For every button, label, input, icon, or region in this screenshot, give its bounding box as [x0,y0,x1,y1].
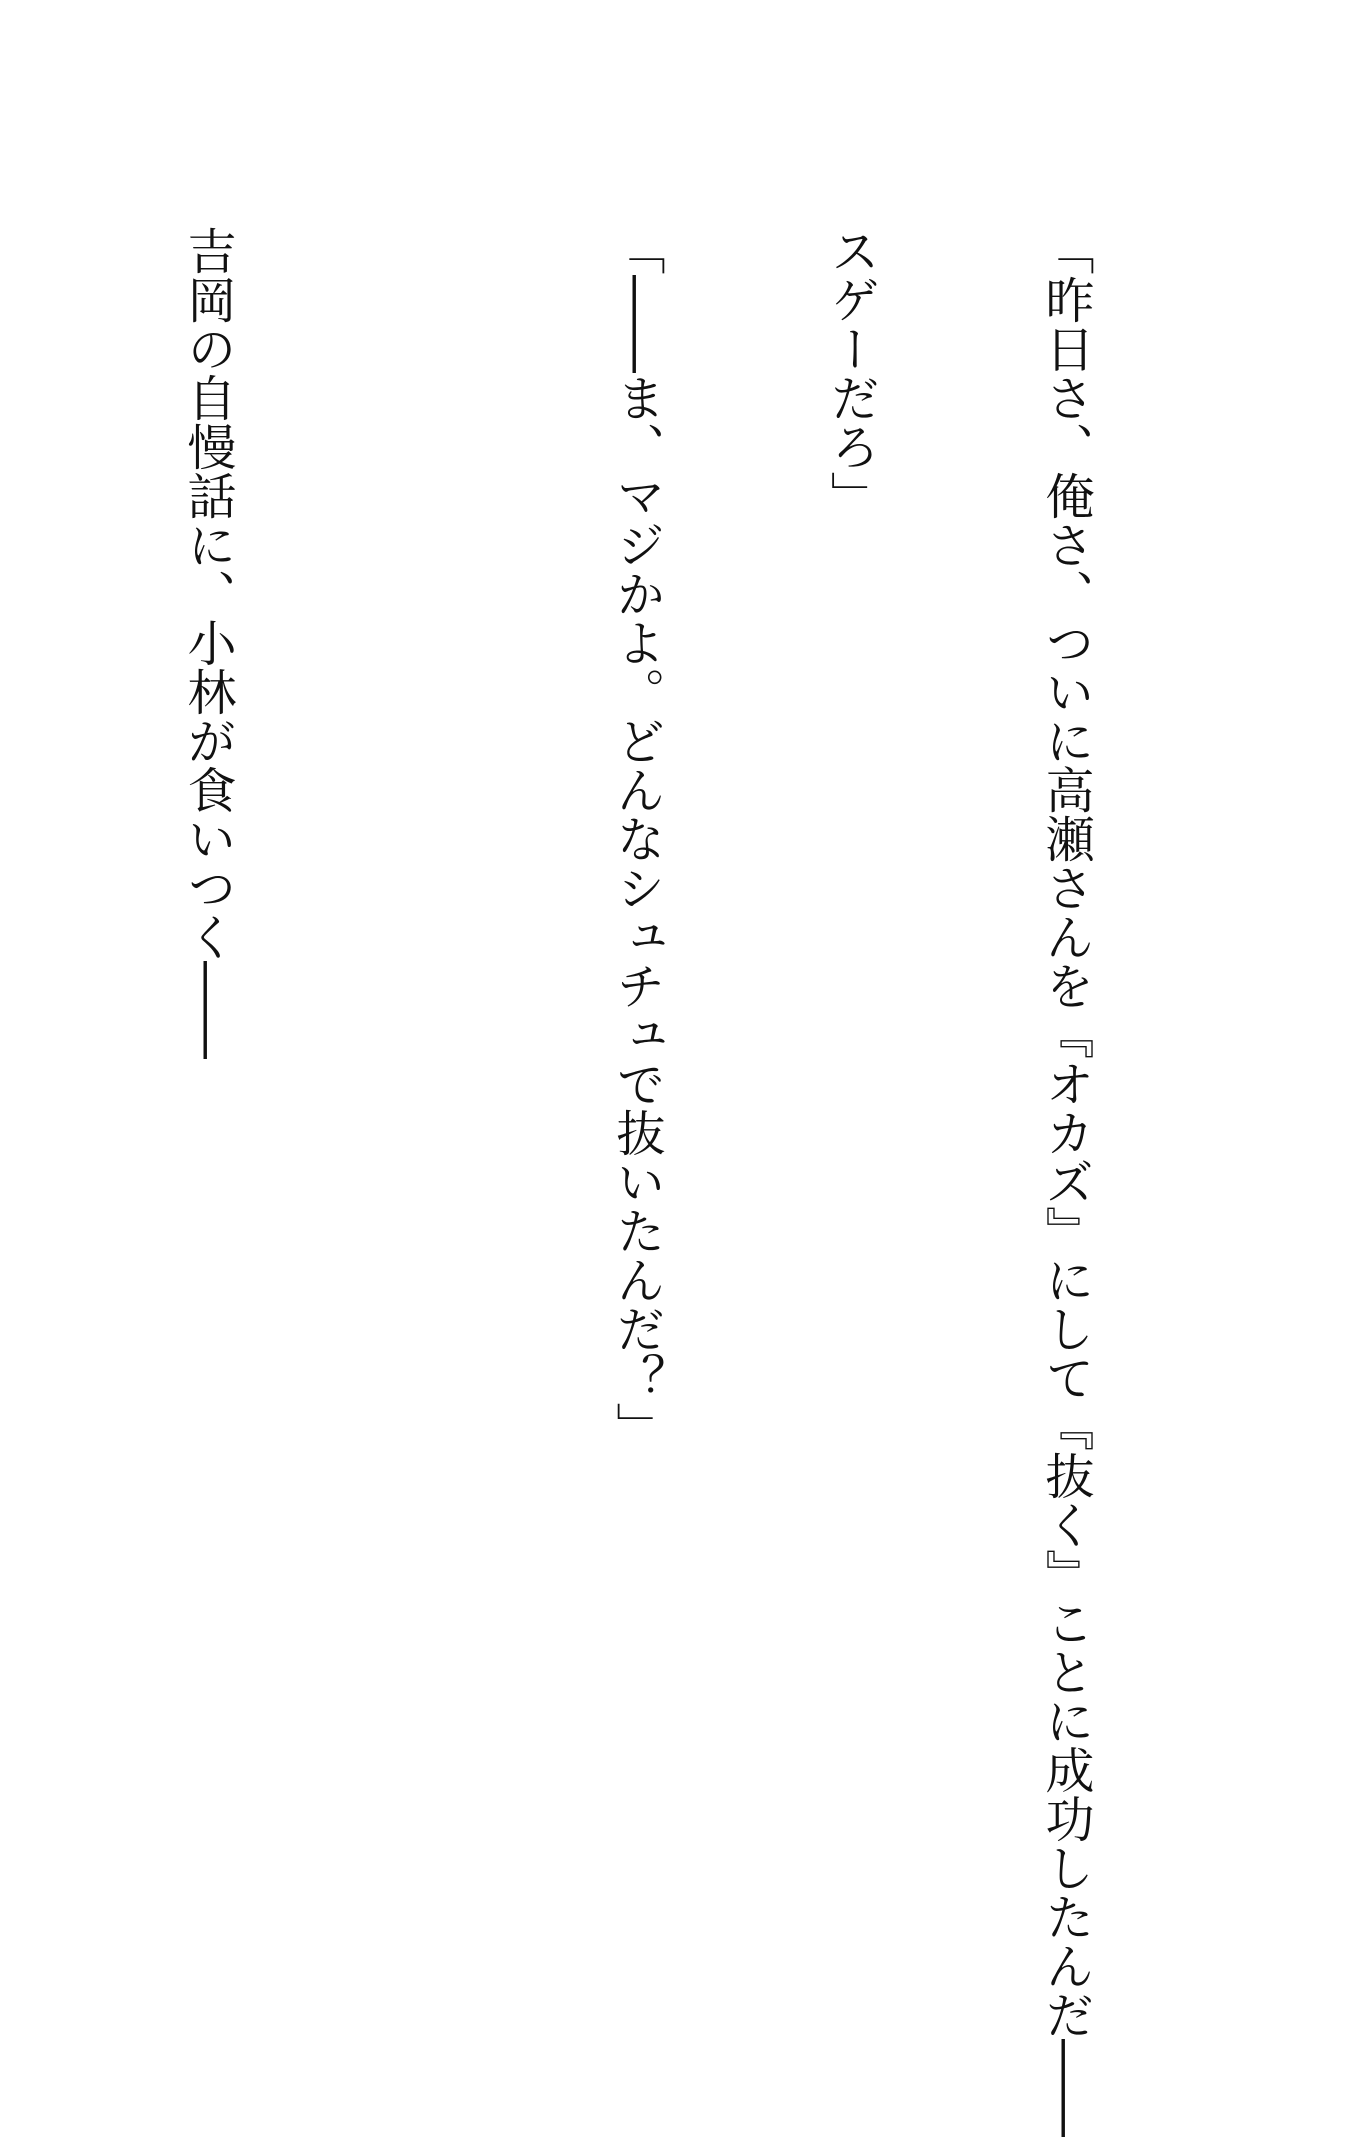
vertical-text-body [0,226,1245,2137]
text-line: 「昨日さ、俺さ、ついに高瀬さんを『オカズ』にして『抜く』ことに成功したんだ―― [1038,226,1095,2137]
blank-line [387,226,459,1946]
blank-line [0,226,30,1946]
text-line: 「――ま、マジかよ。どんなシュチュで抜いたんだ？」 [609,226,666,1451]
text-line: 吉岡の自慢話に、小林が食いつく―― [180,226,237,1059]
text-line: スゲーだろ」 [823,226,881,520]
